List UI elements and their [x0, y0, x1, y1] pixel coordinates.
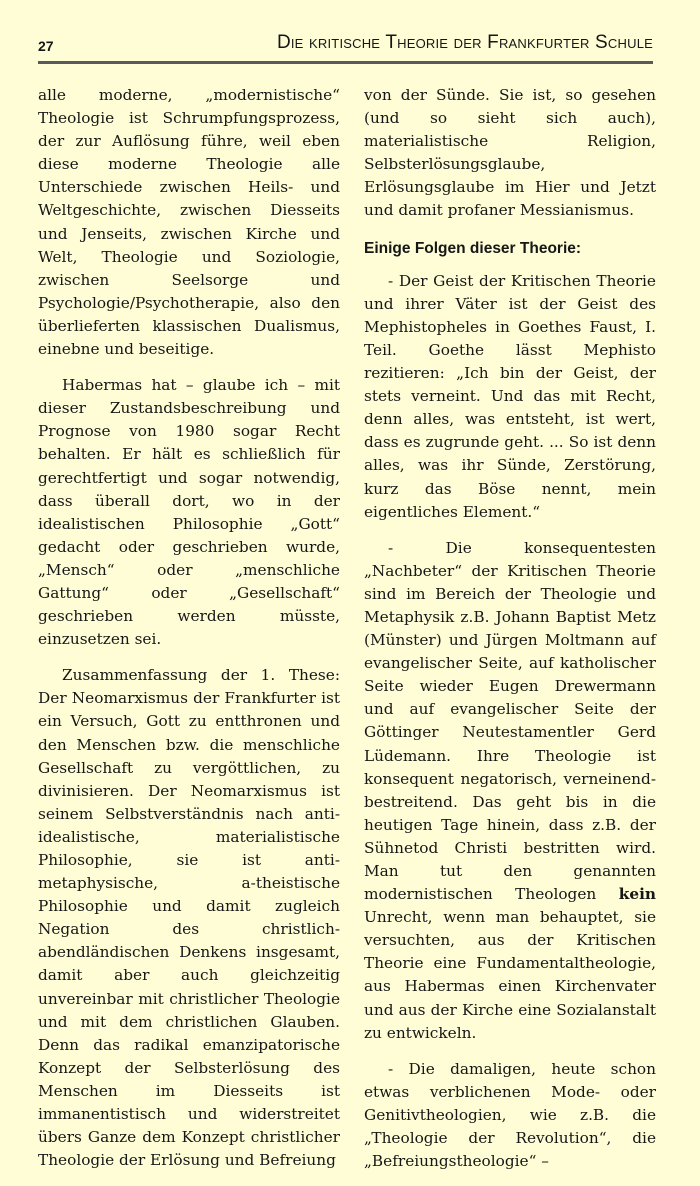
paragraph: - Der Geist der Kritischen Theorie und ihrer Väter ist der Geist des Mephistopheles in Goethes Faust, I. Teil. Goethe lässt Mephisto rezitieren: „Ich bin der Geist, der stets verneint. Und das mit Recht, denn alles, was entsteht, ist wert, dass es zugrunde geht. ... So ist denn alles, was ihr Sünde, Zerstörung, kurz das Böse nennt, mein eigentliches Element.“ [364, 271, 656, 521]
section-heading: Einige Folgen dieser Theorie: [364, 239, 582, 257]
paragraph [364, 537, 656, 1045]
paragraph-text: Unrecht, wenn man behauptet, sie versuchten, aus der Kritischen Theorie eine Fundamentaltheologie, aus Habermas einen Kirchenvater und aus der Kirche eine Sozialanstalt zu entwickeln. [364, 908, 656, 1042]
right-column [364, 84, 656, 1186]
paragraph-text: - Die konsequentesten „Nachbeter“ der Kritischen Theorie sind im Bereich der Theologie und Metaphysik z.B. Johann Baptist Metz (Münster) und Jürgen Moltmann auf evangelischer Seite, auf katholischer Seite wieder Eugen Drewermann und auf evangelischer Seite der Göttinger Neutestamentler Gerd Lüdemann. Ihre Theologie ist konsequent negatorisch, verneinend-bestreitend. Das geht bis in die heutigen Tage hinein, dass z.B. der Sühnetod Christi bestritten wird. Man tut den genannten modernistischen Theologen [364, 538, 656, 904]
page-header [38, 28, 653, 62]
header-rule [38, 61, 653, 64]
paragraph: - Die damaligen, heute schon etwas verblichenen Mode- oder Genitivtheologien, wie z.B. die „Theologie der Revolution“, die „Befreiungstheologie“ – [364, 1059, 656, 1171]
left-column [38, 84, 340, 1185]
paragraph: Zusammenfassung der 1. These: Der Neomarxismus der Frankfurter ist ein Versuch, Gott zu entthronen und den Menschen bzw. die menschliche Gesellschaft zu vergöttlichen, zu divinisieren. Der Neomarxismus ist seinem Selbstverständnis nach anti-idealistische, materialistische Philosophie, sie ist anti-metaphysische, a-theistische Philosophie und damit zugleich Negation des christlich-abendländischen Denkens insgesamt, damit aber auch gleichzeitig unvereinbar mit christlicher Theologie und mit dem christlichen Glauben. Denn das radikal emanzipatorische Konzept der Selbsterlösung des Menschen im Diesseits ist immanentistisch und widerstreitet übers Ganze dem Konzept christlicher Theologie der Erlösung und Befreiung [38, 666, 340, 1170]
page-number: 27 [38, 38, 54, 54]
emphasis-text: kein [618, 885, 656, 904]
paragraph: Habermas hat – glaube ich – mit dieser Zustandsbeschreibung und Prognose von 1980 sogar Recht behalten. Er hält es schließlich für gerechtfertigt und sogar notwendig, dass überall dort, wo in der idealistischen Philosophie „Gott“ gedacht oder geschrieben wurde, „Mensch“ oder „menschliche Gattung“ oder „Gesellschaft“ geschrieben werden müsste, einzusetzen sei. [38, 376, 340, 649]
running-title: Die kritische Theorie der Frankfurter Schule [276, 32, 653, 53]
paragraph: von der Sünde. Sie ist, so gesehen (und so sieht sich auch), materialistische Religion, Selbsterlösungsglaube, Erlösungsglaube im Hier und Jetzt und damit profaner Messianismus. [364, 86, 656, 220]
paragraph: alle moderne, „modernistische“ Theologie ist Schrumpfungsprozess, der zur Auflösung führe, weil eben diese moderne Theologie alle Unterschiede zwischen Heils- und Weltgeschichte, zwischen Diesseits und Jenseits, zwischen Kirche und Welt, Theologie und Soziologie, zwischen Seelsorge und Psychologie/Psychotherapie, also den überlieferten klassischen Dualismus, einebne und beseitige. [38, 86, 340, 359]
